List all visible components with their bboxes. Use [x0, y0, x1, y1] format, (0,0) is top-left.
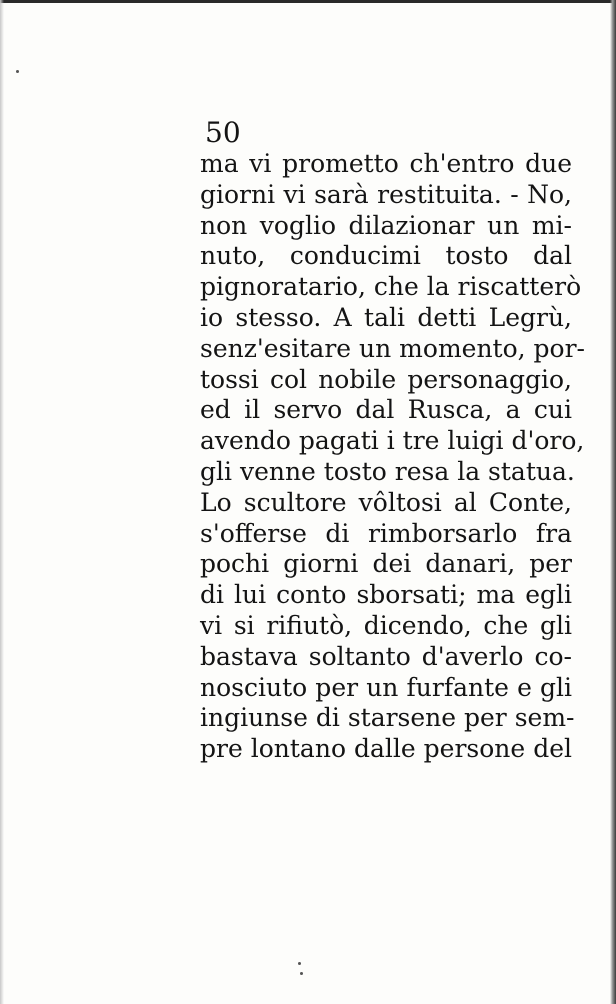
text-line: ed il servo dal Rusca, a cui	[200, 395, 572, 425]
text-line: ingiunse di starsene per sem-	[200, 703, 575, 733]
text-line: bastava soltanto d'averlo co-	[200, 641, 572, 671]
text-line: non voglio dilazionar un mi-	[200, 210, 572, 240]
text-line: io stesso. A tali detti Legrù,	[200, 302, 572, 332]
paper-speck	[298, 962, 301, 965]
text-line: vi si rifiutò, dicendo, che gli	[200, 610, 572, 640]
text-line: di lui conto sborsati; ma egli	[200, 580, 572, 610]
page-top-edge	[0, 0, 616, 3]
text-line: ma vi prometto ch'entro due	[200, 149, 572, 178]
text-line: giorni vi sarà restituita. - No,	[200, 179, 572, 209]
text-line: pre lontano dalle persone del	[200, 734, 572, 764]
text-line: nuto, conducimi tosto dal	[200, 241, 572, 271]
page-right-edge	[610, 0, 616, 1004]
text-line: nosciuto per un furfante e gli	[200, 672, 572, 702]
text-line: tossi col nobile personaggio,	[200, 364, 572, 394]
text-line: senz'esitare un momento, por-	[200, 333, 585, 363]
text-line: pignoratario, che la riscatterò	[200, 272, 582, 302]
paper-speck	[16, 70, 19, 73]
text-line: gli venne tosto resa la statua.	[200, 456, 575, 486]
text-line: s'offerse di rimborsarlo fra	[200, 518, 572, 548]
text-line: avendo pagati i tre luigi d'oro,	[200, 426, 585, 456]
text-line: pochi giorni dei danari, per	[200, 549, 572, 579]
body-text	[200, 149, 585, 765]
page-left-edge	[0, 0, 4, 1004]
text-line: Lo scultore vôltosi al Conte,	[200, 487, 572, 517]
paper-speck	[300, 972, 303, 975]
page-number: 50	[205, 116, 241, 149]
